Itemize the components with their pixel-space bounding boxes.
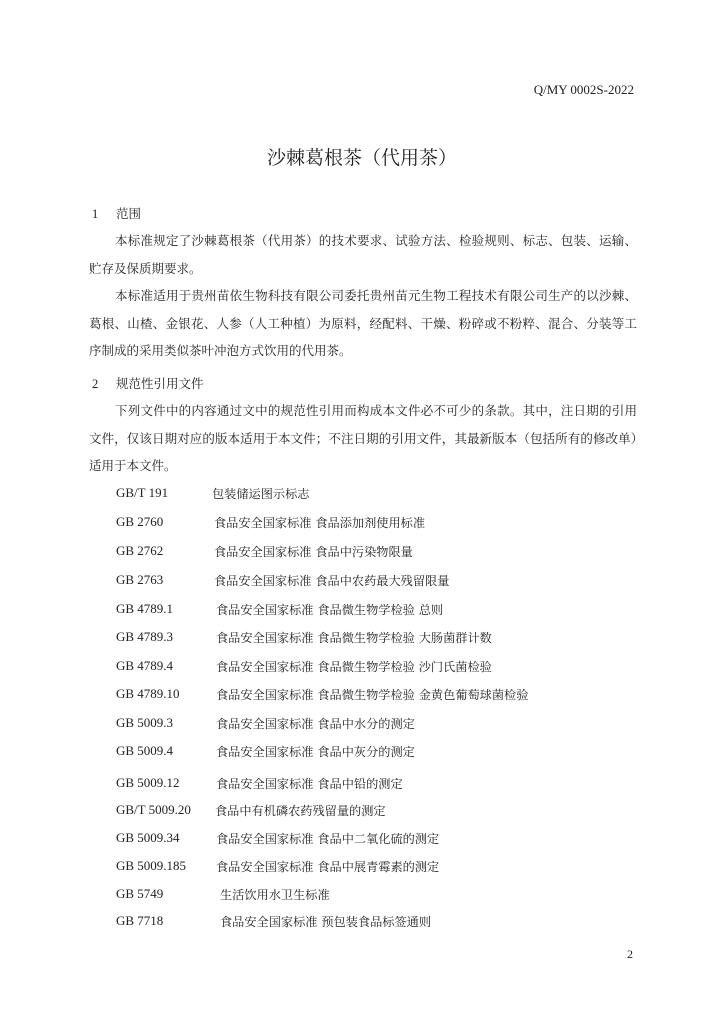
section-title: 范围 — [116, 206, 142, 221]
reference-title: 食品安全国家标准 食品微生物学检验 大肠菌群计数 — [216, 631, 492, 645]
standard-number: Q/MY 0002S-2022 — [533, 82, 634, 97]
reference-title: 食品安全国家标准 食品中展青霉素的测定 — [216, 860, 440, 874]
reference-title: 食品安全国家标准 食品中农药最大残留限量 — [214, 574, 450, 588]
paragraph: 本标准适用于贵州苗依生物科技有限公司委托贵州苗元生物工程技术有限公司生产的以沙棘、葛根、山楂、金银花、人参（人工种植）为原料，经配料、干燥、粉碎或不粉粹、混合、分装等工序制成的采用类似茶叶冲泡方式饮用的代用茶。 — [89, 288, 637, 358]
reference-code: GB 4789.3 — [116, 629, 174, 644]
reference-code: GB 2760 — [116, 514, 164, 529]
section-number: 2 — [92, 377, 99, 391]
reference-code: GB 2763 — [116, 572, 164, 587]
reference-title: 食品安全国家标准 食品中灰分的测定 — [216, 745, 415, 759]
section-title: 规范性引用文件 — [116, 376, 204, 391]
reference-code: GB 2762 — [116, 543, 164, 558]
section-number: 1 — [92, 207, 99, 221]
paragraph: 下列文件中的内容通过文中的规范性引用而构成本文件必不可少的条款。其中，注日期的引用文件，仅该日期对应的版本适用于本文件；不注日期的引用文件，其最新版本（包括所有的修改单）适用于本文件。 — [89, 403, 637, 473]
paragraph: 本标准规定了沙棘葛根茶（代用茶）的技术要求、试验方法、检验规则、标志、包装、运输、贮存及保质期要求。 — [89, 233, 637, 276]
reference-title: 食品安全国家标准 食品中铅的测定 — [216, 777, 403, 791]
reference-title: 食品安全国家标准 食品中二氧化硫的测定 — [216, 832, 440, 846]
section-1-body — [89, 227, 637, 365]
reference-code: GB 4789.4 — [116, 658, 174, 673]
reference-code: GB 5009.185 — [116, 858, 187, 873]
reference-code: GB 5009.3 — [116, 715, 174, 730]
reference-title: 食品中有机磷农药残留量的测定 — [215, 804, 386, 818]
reference-code: GB 5009.4 — [116, 743, 174, 758]
section-1-heading — [92, 204, 141, 222]
reference-title: 食品安全国家标准 食品中水分的测定 — [216, 717, 415, 731]
reference-title: 食品安全国家标准 食品中污染物限量 — [214, 545, 413, 559]
reference-code: GB/T 191 — [116, 485, 169, 500]
reference-code: GB 5009.12 — [116, 775, 180, 790]
document-title: 沙棘葛根茶（代用茶） — [266, 147, 457, 169]
reference-code: GB 5009.34 — [116, 830, 180, 845]
reference-code: GB 5749 — [116, 886, 164, 901]
reference-code: GB 4789.1 — [116, 601, 174, 616]
reference-code: GB/T 5009.20 — [116, 802, 191, 817]
reference-title: 食品安全国家标准 食品添加剂使用标准 — [214, 516, 426, 530]
reference-code: GB 4789.10 — [116, 686, 180, 701]
reference-code: GB 7718 — [116, 913, 164, 928]
section-2-body — [89, 397, 637, 480]
section-2-heading — [92, 374, 204, 392]
reference-title: 食品安全国家标准 食品微生物学检验 总则 — [216, 603, 444, 617]
reference-title: 食品安全国家标准 食品微生物学检验 金黄色葡萄球菌检验 — [216, 688, 529, 702]
page-number: 2 — [627, 947, 633, 961]
reference-title: 食品安全国家标准 预包装食品标签通则 — [220, 915, 432, 929]
reference-title: 生活饮用水卫生标准 — [220, 888, 330, 902]
reference-title: 食品安全国家标准 食品微生物学检验 沙门氏菌检验 — [216, 660, 492, 674]
reference-title: 包装储运图示标志 — [212, 487, 310, 501]
